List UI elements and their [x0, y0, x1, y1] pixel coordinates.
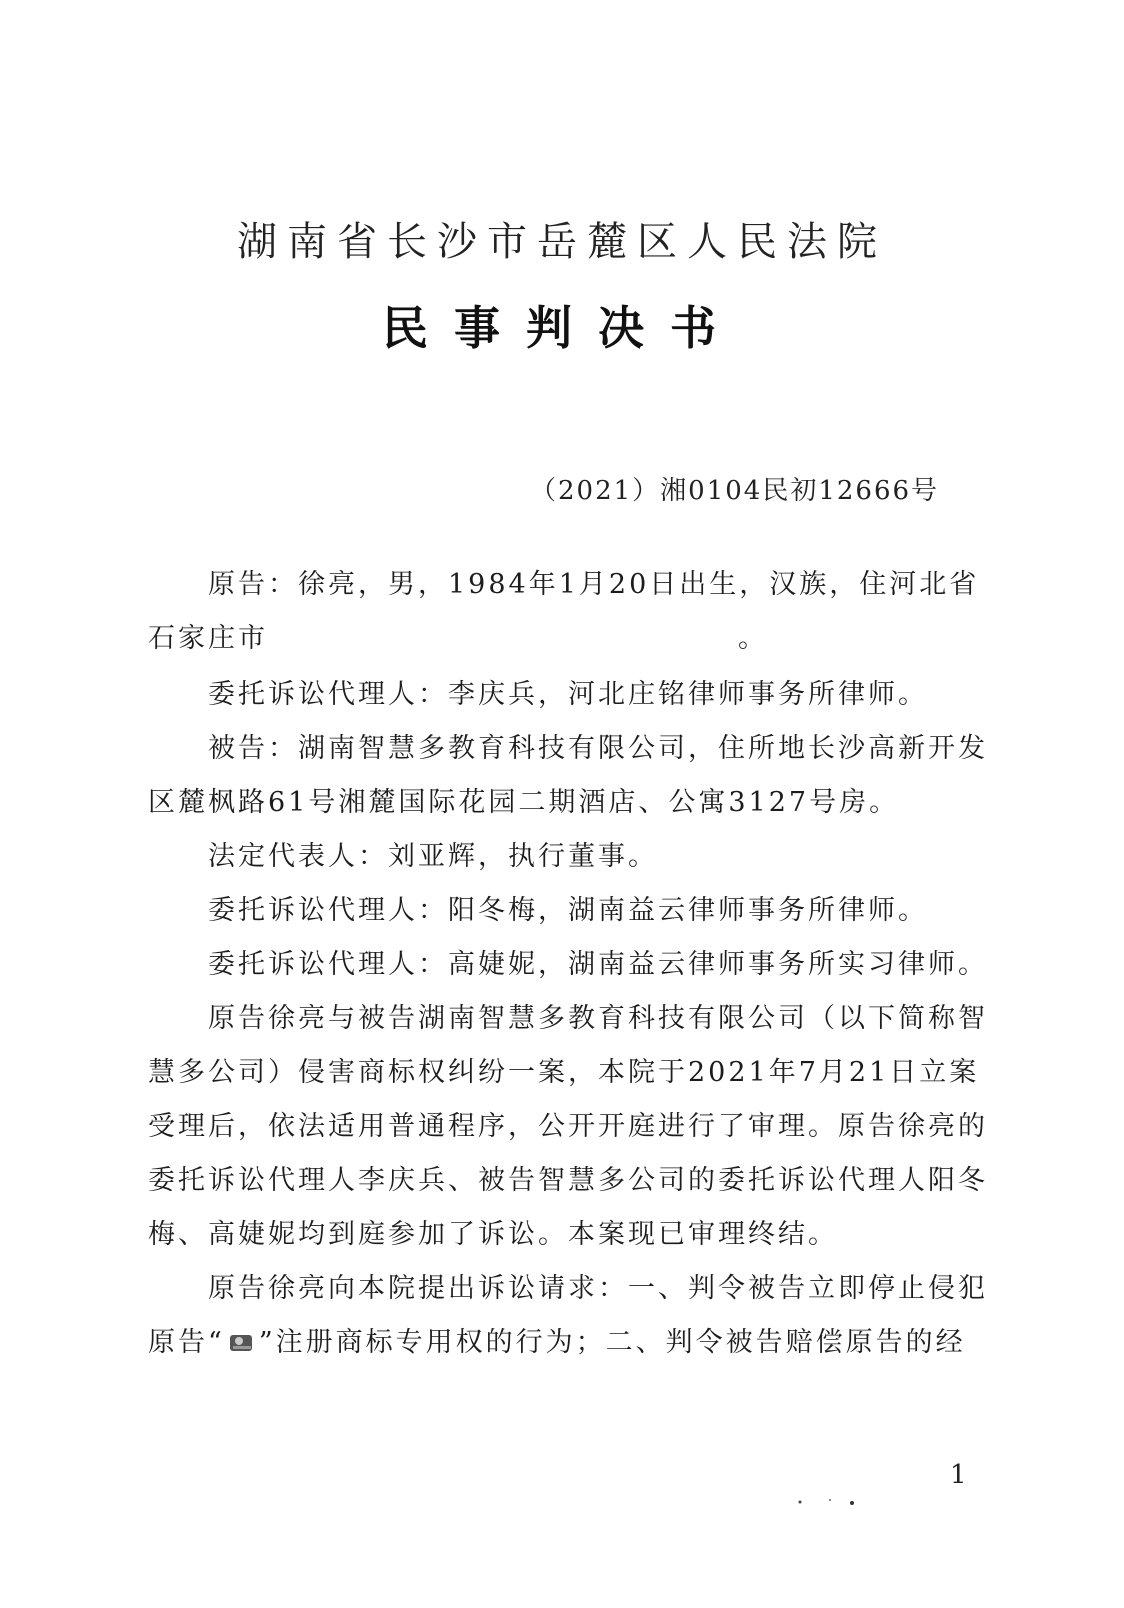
case-number: （2021）湘0104民初12666号 — [530, 476, 940, 506]
case-intro-line-1: 原告徐亮与被告湖南智慧多教育科技有限公司（以下简称智 — [208, 1003, 988, 1034]
trademark-logo-icon — [227, 1331, 257, 1357]
plaintiff-address-line — [148, 616, 768, 655]
defendant-agent-line-2: 委托诉讼代理人：高婕妮，湖南益云律师事务所实习律师。 — [208, 949, 988, 980]
defendant-agent-line-1: 委托诉讼代理人：阳冬梅，湖南益云律师事务所律师。 — [208, 895, 928, 926]
case-intro-line-5: 梅、高婕妮均到庭参加了诉讼。本案现已审理终结。 — [148, 1219, 838, 1250]
case-intro-line-2: 慧多公司）侵害商标权纠纷一案，本院于2021年7月21日立案 — [148, 1057, 980, 1088]
case-intro-line-4: 委托诉讼代理人李庆兵、被告智慧多公司的委托诉讼代理人阳冬 — [148, 1165, 988, 1196]
document-type: 民事判决书 — [382, 301, 742, 355]
claims-line-2-end: ”注册商标专用权的行为；二、判令被告赔偿原告的经 — [258, 1327, 966, 1358]
plaintiff-agent-line: 委托诉讼代理人：李庆兵，河北庄铭律师事务所律师。 — [208, 679, 928, 710]
claims-line-2 — [148, 1320, 966, 1359]
defendant-address-line: 区麓枫路61号湘麓国际花园二期酒店、公寓3127号房。 — [148, 787, 900, 818]
plaintiff-address-end: 。 — [738, 623, 768, 654]
plaintiff-address-city: 石家庄市 — [148, 623, 268, 654]
court-name: 湖南省长沙市岳麓区人民法院 — [237, 219, 887, 265]
claims-line-2-start: 原告“ — [148, 1327, 225, 1358]
defendant-line: 被告：湖南智慧多教育科技有限公司，住所地长沙高新开发 — [208, 733, 988, 764]
plaintiff-line: 原告：徐亮，男，1984年1月20日出生，汉族，住河北省 — [208, 569, 980, 600]
redacted-address — [268, 627, 738, 653]
scan-specks — [790, 1490, 870, 1520]
claims-line-1: 原告徐亮向本院提出诉讼请求：一、判令被告立即停止侵犯 — [208, 1273, 988, 1304]
page-number: 1 — [950, 1460, 967, 1490]
case-intro-line-3: 受理后，依法适用普通程序，公开开庭进行了审理。原告徐亮的 — [148, 1111, 988, 1142]
legal-representative-line: 法定代表人：刘亚辉，执行董事。 — [208, 841, 658, 872]
